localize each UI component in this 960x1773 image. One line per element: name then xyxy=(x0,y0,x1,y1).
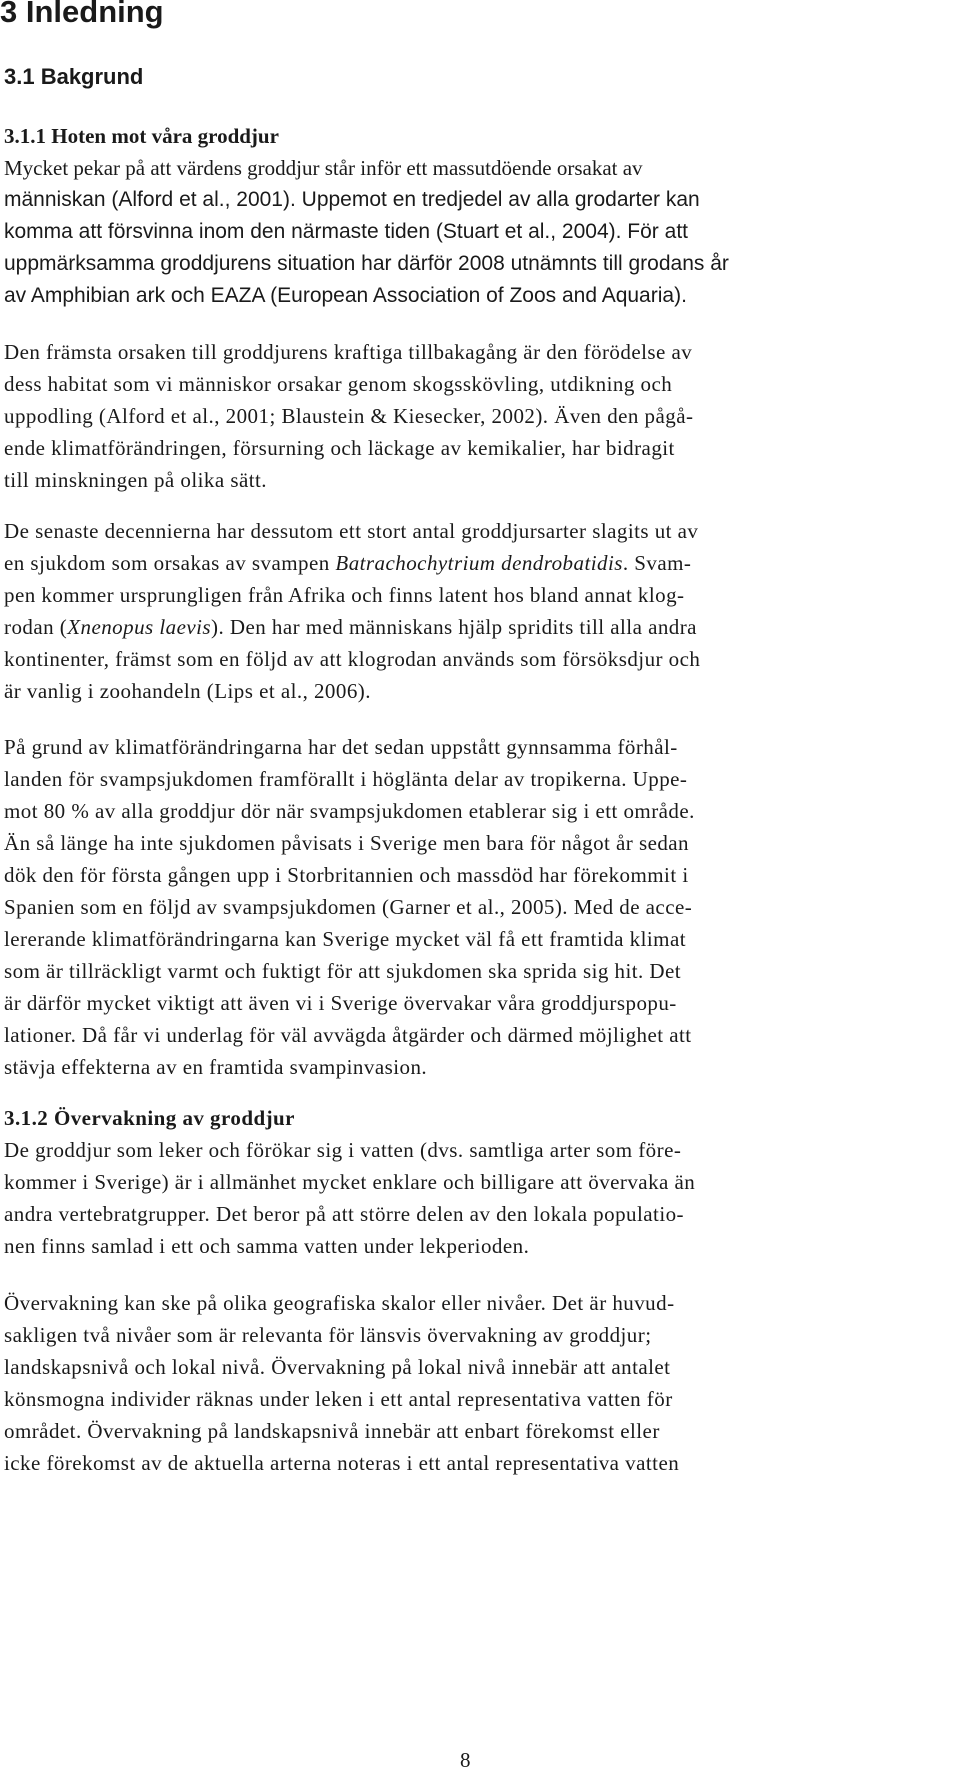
paragraph-line: landskapsnivå och lokal nivå. Övervakning på lokal nivå innebär att antalet xyxy=(4,1355,671,1379)
section-heading: 3.1 Bakgrund xyxy=(4,64,144,89)
paragraph-line: kommer i Sverige) är i allmänhet mycket enklare och billigare att övervaka än xyxy=(4,1170,696,1194)
subsection-1 xyxy=(4,120,948,312)
subsection-2-heading: 3.1.2 Övervakning av groddjur xyxy=(4,1106,295,1130)
paragraph-line: nen finns samlad i ett och samma vatten under lekperioden. xyxy=(4,1234,530,1258)
text-run: . Svam- xyxy=(622,551,692,575)
paragraph-line: Spanien som en följd av svampsjukdomen (Garner et al., 2005). Med de acce- xyxy=(4,895,693,919)
paragraph-line: uppodling (Alford et al., 2001; Blaustein & Kiesecker, 2002). Även den pågå- xyxy=(4,404,694,428)
paragraph-line: De groddjur som leker och förökar sig i vatten (dvs. samtliga arter som före- xyxy=(4,1138,682,1162)
paragraph-line: mot 80 % av alla groddjur dör när svampsjukdomen etablerar sig i ett område. xyxy=(4,799,695,823)
paragraph-line: är vanlig i zoohandeln (Lips et al., 2006). xyxy=(4,679,371,703)
paragraph-line: komma att försvinna inom den närmaste tiden (Stuart et al., 2004). För att xyxy=(4,220,688,243)
paragraph-line: ende klimatförändringen, försurning och läckage av kemikalier, har bidragit xyxy=(4,436,675,460)
paragraph-line: Den främsta orsaken till groddjurens kraftiga tillbakagång är den förödelse av xyxy=(4,340,693,364)
text-run: en sjukdom som orsakas av svampen xyxy=(4,551,336,575)
paragraph-line: som är tillräckligt varmt och fuktigt för att sjukdomen ska sprida sig hit. Det xyxy=(4,959,682,983)
subsection-1-heading: 3.1.1 Hoten mot våra groddjur xyxy=(4,124,279,148)
paragraph-line: lationer. Då får vi underlag för väl avvägda åtgärder och därmed möjlighet att xyxy=(4,1023,692,1047)
paragraph-line: av Amphibian ark och EAZA (European Association of Zoos and Aquaria). xyxy=(4,284,687,307)
paragraph-line: Mycket pekar på att värdens groddjur står inför ett massutdöende orsakat av xyxy=(4,156,643,180)
paragraph-line: lererande klimatförändringarna kan Sverige mycket väl få ett framtida klimat xyxy=(4,927,687,951)
paragraph-line: sakligen två nivåer som är relevanta för länsvis övervakning av groddjur; xyxy=(4,1323,652,1347)
paragraph-line: människan (Alford et al., 2001). Uppemot en tredjedel av alla grodarter kan xyxy=(4,188,700,211)
paragraph-line: Övervakning kan ske på olika geografiska skalor eller nivåer. Det är huvud- xyxy=(4,1291,675,1315)
paragraph-line: dess habitat som vi människor orsakar genom skogsskövling, utdikning och xyxy=(4,372,673,396)
text-run: rodan ( xyxy=(4,615,68,639)
paragraph-line: icke förekomst av de aktuella arterna noteras i ett antal representativa vatten xyxy=(4,1451,680,1475)
paragraph-line: På grund av klimatförändringarna har det sedan uppstått gynnsamma förhål- xyxy=(4,735,678,759)
paragraph-line: pen kommer ursprungligen från Afrika och finns latent hos bland annat klog- xyxy=(4,583,685,607)
paragraph-line: till minskningen på olika sätt. xyxy=(4,468,268,492)
paragraph-line: De senaste decennierna har dessutom ett stort antal groddjursarter slagits ut av xyxy=(4,519,699,543)
paragraph-line: är därför mycket viktigt att även vi i Sverige övervakar våra groddjurspopu- xyxy=(4,991,677,1015)
paragraph-line: Än så länge ha inte sjukdomen påvisats i Sverige men bara för något år sedan xyxy=(4,831,690,855)
paragraph-line: dök den för första gången upp i Storbritannien och massdöd har förekommit i xyxy=(4,863,689,887)
paragraph-line: området. Övervakning på landskapsnivå innebär att enbart förekomst eller xyxy=(4,1419,660,1443)
page-number: 8 xyxy=(460,1748,471,1772)
subsection-2 xyxy=(4,1102,948,1262)
paragraph-line xyxy=(4,547,948,579)
paragraph-line: andra vertebratgrupper. Det beror på att större delen av den lokala populatio- xyxy=(4,1202,684,1226)
paragraph-line: stävja effekterna av en framtida svampinvasion. xyxy=(4,1055,428,1079)
chapter-heading: 3 Inledning xyxy=(0,0,164,29)
paragraph-climate xyxy=(4,731,948,1083)
paragraph-monitoring-levels xyxy=(4,1287,948,1479)
paragraph-line: uppmärksamma groddjurens situation har därför 2008 utnämnts till grodans år xyxy=(4,252,729,275)
paragraph-line: landen för svampsjukdomen framförallt i högläntа delar av tropikerna. Uppe- xyxy=(4,767,688,791)
paragraph-disease xyxy=(4,515,948,707)
paragraph-line: kontinenter, främst som en följd av att klogrodan används som försöksdjur och xyxy=(4,647,701,671)
species-name: Batrachochytrium dendrobatidis xyxy=(335,551,623,575)
paragraph-line: könsmogna individer räknas under leken i ett antal representativa vatten för xyxy=(4,1387,673,1411)
paragraph-habitat xyxy=(4,336,948,496)
species-name: Xnenopus laevis xyxy=(67,615,212,639)
text-run: ). Den har med människans hjälp spridits till alla andra xyxy=(211,615,697,639)
paragraph-line xyxy=(4,611,948,643)
